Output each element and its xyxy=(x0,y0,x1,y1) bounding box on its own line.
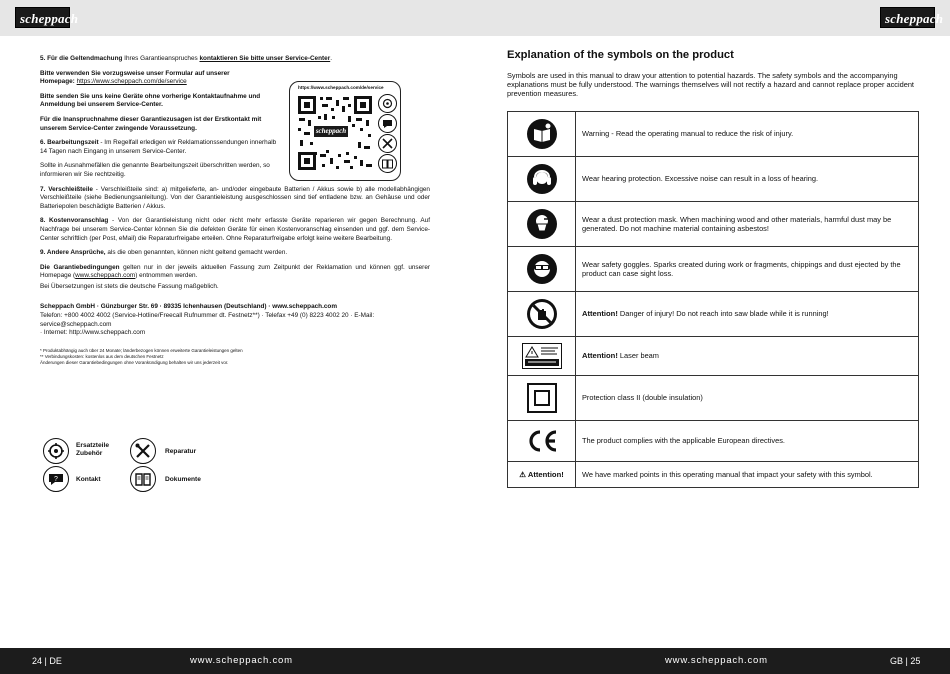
attention-label xyxy=(508,462,576,488)
contact-icon xyxy=(378,114,397,133)
documents-icon xyxy=(130,466,156,492)
laser-warning-icon xyxy=(508,337,576,376)
symbol-row xyxy=(508,202,919,247)
symbol-description xyxy=(576,462,919,488)
send-line-2: Anmeldung bei unserem Service-Center. xyxy=(40,101,163,109)
item-5 xyxy=(40,55,430,64)
footer-url-right[interactable]: www.scheppach.com xyxy=(665,655,768,666)
symbol-text: We have marked points in this operating manual that impact your safety with this symbol. xyxy=(582,469,873,479)
attention-text: ⚠ Attention! xyxy=(519,469,564,479)
legend-contact-label: Kontakt xyxy=(76,476,101,483)
safety-goggles-icon xyxy=(508,247,576,292)
symbol-text: Protection class II (double insulation) xyxy=(582,393,703,403)
intro-text: Symbols are used in this manual to draw your attention to potential hazards. The safety symbols and the accompanying explanations must be fully understood. The warnings themselves will not rectify a hazard and cannot replace proper accident prevention measures. xyxy=(507,71,914,98)
item-8-text: - Von der Garantieleistung nicht oder nicht mehr erfasste Geräte reparieren wir gegen Berechnung. Auf Nachfrage bei unserem Service-Center können Sie die defekten Geräte für einen Kostenvoranschlag einsenden und ggf. dem Service-Center schriftlich (per Post, eMail) die Reparaturfreigabe erteilen. Ohne Reparaturfreigabe erfolgt keine weitere Bearbeitung. xyxy=(40,217,430,242)
brand-logo: scheppach xyxy=(880,7,935,28)
form-line-2: Homepage: xyxy=(40,78,75,86)
hearing-protection-icon xyxy=(508,157,576,202)
homepage-link[interactable]: www.scheppach.com xyxy=(75,272,136,280)
legend-documents-label: Dokumente xyxy=(165,476,201,483)
symbols-table xyxy=(507,111,919,488)
company-address: Scheppach GmbH · Günzburger Str. 69 · 89335 Ichenhausen (Deutschland) · www.scheppach.com xyxy=(40,303,337,311)
symbol-row xyxy=(508,247,919,292)
item-6 xyxy=(40,139,280,156)
service-link[interactable]: https://www.scheppach.com/de/service xyxy=(76,78,187,86)
legend-accessories-label: Zubehör xyxy=(76,450,103,457)
symbol-description xyxy=(576,247,919,292)
attention-word: Attention! xyxy=(582,309,618,319)
conditions xyxy=(40,264,430,281)
send-note xyxy=(40,93,280,110)
page-number-right: GB | 25 xyxy=(890,656,921,666)
symbol-description xyxy=(576,337,919,376)
item-9 xyxy=(40,249,430,258)
claim-note xyxy=(40,116,280,133)
protection-class-2-icon xyxy=(508,376,576,421)
legend-spare-parts xyxy=(76,442,109,458)
read-manual-icon xyxy=(508,112,576,157)
form-note xyxy=(40,70,280,87)
spare-parts-icon xyxy=(378,94,397,113)
header-bar xyxy=(0,0,950,36)
footer-url-left[interactable]: www.scheppach.com xyxy=(190,655,293,666)
footnote-3: Änderungen dieser Garantiebedingungen ohne Vorankündigung behalten wir uns jederzeit vor. xyxy=(40,359,229,365)
item-7 xyxy=(40,186,430,212)
item-6-line-2: 14 Tagen nach Eingang in unserem Service-Center. xyxy=(40,147,187,155)
conditions-text: gelten nur in der jeweils aktuellen Fassung zum Zeitpunkt der Reklamation und können ggf. unserer Homepage ( xyxy=(40,263,430,280)
symbol-row xyxy=(508,376,919,421)
item-7-heading: 7. Verschleißteile xyxy=(40,185,93,193)
send-line-1: Bitte senden Sie uns keine Geräte ohne vorherige Kontaktaufnahme und xyxy=(40,92,261,100)
qr-code-box xyxy=(289,81,401,181)
symbol-row xyxy=(508,421,919,462)
contact-line: Telefon: +800 4002 4002 (Service-Hotline/Freecall Rufnummer dt. Festnetz**) · Telefax +49 (0) 8223 4002 20 · E-Mail: service@scheppach.com xyxy=(40,312,375,328)
page-title: Explanation of the symbols on the product xyxy=(507,49,734,61)
contact-icon xyxy=(43,466,69,492)
symbol-row xyxy=(508,157,919,202)
translation-note: Bei Übersetzungen ist stets die deutsche Fassung maßgeblich. xyxy=(40,282,219,290)
symbol-text: Laser beam xyxy=(617,351,659,361)
item-6-line-1: - Im Regelfall erledigen wir Reklamationssendungen innerhalb xyxy=(98,139,277,147)
company-block xyxy=(40,303,430,337)
claim-line-2: unserem Service-Center zwingende Voraussetzung. xyxy=(40,124,197,132)
item-8-heading: 8. Kostenvoranschlag xyxy=(40,217,109,225)
no-hands-icon xyxy=(508,292,576,337)
symbol-description xyxy=(576,157,919,202)
form-line-1: Bitte verwenden Sie vorzugsweise unser Formular auf unserer xyxy=(40,69,230,77)
symbol-description xyxy=(576,292,919,337)
item-5-end: . xyxy=(330,55,332,62)
item-5-heading: 5. Für die Geltendmachung xyxy=(40,55,123,62)
item-9-heading: 9. Andere Ansprüche, xyxy=(40,249,106,257)
symbol-row xyxy=(508,292,919,337)
spare-parts-icon xyxy=(43,438,69,464)
symbol-text: Warning - Read the operating manual to reduce the risk of injury. xyxy=(582,129,794,139)
footnote-1: * Produktabhängig auch über 24 Monate; länderbezogen können erweiterte Garantieleistungen gelten xyxy=(40,347,243,353)
item-5-emphasis: kontaktieren Sie bitte unser Service-Center xyxy=(199,55,331,62)
internet-line: · Internet: http://www.scheppach.com xyxy=(40,329,146,337)
symbol-text: Wear hearing protection. Excessive noise can result in a loss of hearing. xyxy=(582,174,819,184)
footnotes xyxy=(40,348,430,366)
symbol-row xyxy=(508,337,919,376)
legend-repair-label: Reparatur xyxy=(165,448,197,455)
conditions-heading: Die Garantiebedingungen xyxy=(40,263,120,271)
item-6-heading: 6. Bearbeitungszeit xyxy=(40,139,99,147)
item-9-text: als die oben genannten, können nicht geltend gemacht werden. xyxy=(105,249,288,257)
conditions-end: ) entnommen werden. xyxy=(135,272,198,280)
symbol-description xyxy=(576,421,919,462)
item-8 xyxy=(40,217,430,243)
symbol-text: The product complies with the applicable European directives. xyxy=(582,436,785,446)
item-7-text: - Verschleißteile sind: a) mitgelieferte, an- und/oder eingebaute Batterien / Akkus sowie b) alle modellabhängigen Verschleißteile (siehe Bedienungsanleitung). Von der Garantieleistung ausgeschlossen sind tief entladene bzw. an Gehäuse und oder Batteriepolen beschädigte Batterien / Akkus. xyxy=(40,185,430,210)
page-number-left: 24 | DE xyxy=(32,656,62,666)
symbol-description xyxy=(576,376,919,421)
item-5-text: Ihres Garantieanspruches xyxy=(122,55,200,62)
repair-icon xyxy=(130,438,156,464)
legend-spare-parts-label: Ersatzteile xyxy=(76,442,109,449)
ce-mark-icon xyxy=(508,421,576,462)
repair-icon xyxy=(378,134,397,153)
symbol-text: Wear safety goggles. Sparks created during work or fragments, chippings and dust ejected by the product can case sight loss. xyxy=(582,259,901,278)
svg-text:?: ? xyxy=(54,476,58,483)
item-6b-line-2: informieren wir Sie rechtzeitig. xyxy=(40,170,126,178)
qr-center-logo: scheppach xyxy=(315,127,347,135)
qr-url: https://www.scheppach.com/de/service xyxy=(298,85,384,90)
item-6b-line-1: Sollte in Ausnahmefällen die genannte Bearbeitungszeit überschritten werden, so xyxy=(40,162,270,170)
documents-icon xyxy=(378,154,397,173)
dust-mask-icon xyxy=(508,202,576,247)
brand-logo: scheppach xyxy=(15,7,70,28)
symbol-description xyxy=(576,202,919,247)
claim-line-1: Für die Inanspruchnahme dieser Garantiezusagen ist der Erstkontakt mit xyxy=(40,115,262,123)
attention-word: Attention! xyxy=(582,351,618,361)
symbol-row xyxy=(508,112,919,157)
footnote-2: ** Verbindungskosten: kostenlos aus dem deutschen Festnetz xyxy=(40,353,164,359)
footer-bar xyxy=(0,648,950,674)
qr-side-icons xyxy=(378,94,398,174)
symbol-row xyxy=(508,462,919,488)
symbol-text: Wear a dust protection mask. When machining wood and other materials, harmful dust may be generated. Do not machine material containing asbestos! xyxy=(582,214,892,233)
symbol-text: Danger of injury! Do not reach into saw blade while it is running! xyxy=(617,309,829,319)
symbol-description xyxy=(576,112,919,157)
